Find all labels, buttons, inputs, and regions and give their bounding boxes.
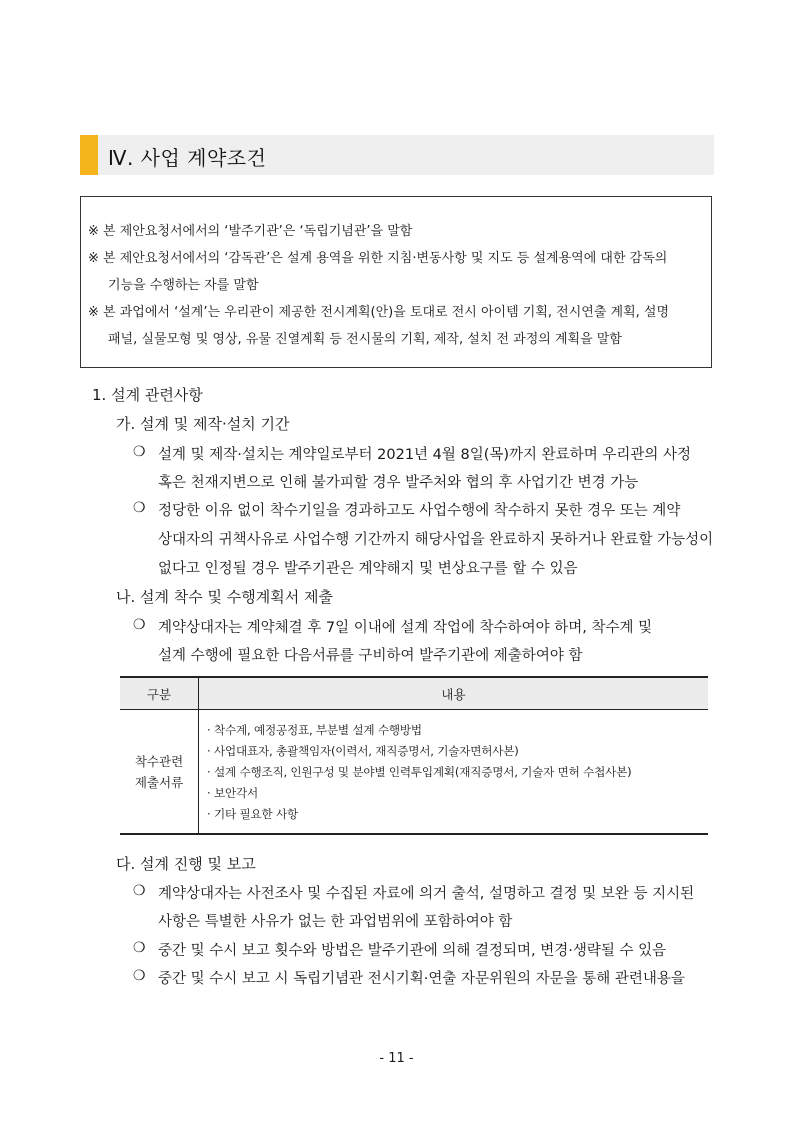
- bullet-circle-icon: ❍: [133, 940, 146, 956]
- bullet-text: 상대자의 귀책사유로 사업수행 기간까지 해당사업을 완료하지 못하거나 완료할 가능성이: [158, 532, 714, 548]
- list-item: · 설계 수행조직, 인원구성 및 분야별 인력투입계획(재직증명서, 기술자 면허 수첩사본): [207, 765, 632, 779]
- bullet-circle-icon: ❍: [133, 968, 146, 984]
- notice-line: ※ 본 과업에서 ‘설계’는 우리관이 제공한 전시계획(안)을 토대로 전시 아이템 기획, 전시연출 계획, 설명: [88, 305, 670, 320]
- bullet-text: 설계 및 제작·설치는 계약일로부터 2021년 4월 8일(목)까지 완료하며 우리관의 사정: [158, 447, 691, 463]
- subsection-b-title: 나. 설계 착수 및 수행계획서 제출: [116, 588, 333, 606]
- list-item: · 착수계, 예정공정표, 부분별 설계 수행방법: [207, 723, 422, 737]
- list-item: · 사업대표자, 총괄책임자(이력서, 재직증명서, 기술자면허사본): [207, 744, 519, 758]
- list-item: · 보안각서: [207, 786, 258, 800]
- submission-documents-table: [120, 676, 708, 835]
- bullet-circle-icon: ❍: [133, 883, 146, 899]
- section-heading-accent: [80, 135, 98, 175]
- bullet-circle-icon: ❍: [133, 500, 146, 516]
- table-category-cell: [120, 710, 199, 835]
- notice-line: 기능을 수행하는 자를 말함: [108, 278, 259, 293]
- notice-line: ※ 본 제안요청서에서의 ‘감독관’은 설계 용역을 위한 지침·변동사항 및 지도 등 설계용역에 대한 감독의: [88, 251, 668, 266]
- table-header-category: 구분: [120, 677, 199, 710]
- bullet-circle-icon: ❍: [133, 617, 146, 633]
- subsection-c-title: 다. 설계 진행 및 보고: [116, 855, 256, 873]
- bullet-text: 없다고 인정될 경우 발주기관은 계약해지 및 변상요구를 할 수 있음: [158, 561, 578, 577]
- page-number: - 11 -: [379, 1051, 414, 1066]
- bullet-text: 정당한 이유 없이 착수기일을 경과하고도 사업수행에 착수하지 못한 경우 또는 계약: [158, 503, 681, 519]
- list-item: · 기타 필요한 사항: [207, 807, 298, 821]
- table-row: [120, 710, 708, 835]
- section-title: Ⅳ. 사업 계약조건: [108, 146, 267, 170]
- table-items-cell: [199, 710, 709, 835]
- bullet-circle-icon: ❍: [133, 444, 146, 460]
- table-header-row: [120, 677, 708, 710]
- notice-line: 패널, 실물모형 및 영상, 유물 진열계획 등 전시물의 기획, 제작, 설치 전 과정의 계획을 말함: [108, 332, 622, 347]
- bullet-text: 혹은 천재지변으로 인해 불가피할 경우 발주처와 협의 후 사업기간 변경 가능: [158, 475, 639, 491]
- table-header-content: 내용: [199, 677, 709, 710]
- subsection-a-title: 가. 설계 및 제작·설치 기간: [116, 415, 290, 433]
- category-line: 제출서류: [134, 774, 184, 790]
- bullet-text: 중간 및 수시 보고 시 독립기념관 전시기획·연출 자문위원의 자문을 통해 관련내용을: [158, 971, 685, 987]
- bullet-text: 사항은 특별한 사유가 없는 한 과업범위에 포함하여야 함: [158, 914, 513, 930]
- bullet-text: 계약상대자는 계약체결 후 7일 이내에 설계 작업에 착수하여야 하며, 착수계 및: [158, 620, 653, 636]
- notice-line: ※ 본 제안요청서에서의 ‘발주기관’은 ‘독립기념관’을 말함: [88, 224, 413, 239]
- bullet-text: 설계 수행에 필요한 다음서류를 구비하여 발주기관에 제출하여야 함: [158, 648, 583, 664]
- section-1-title: 1. 설계 관련사항: [92, 386, 203, 404]
- bullet-text: 중간 및 수시 보고 횟수와 방법은 발주기관에 의해 결정되며, 변경·생략될 수 있음: [158, 943, 667, 959]
- bullet-text: 계약상대자는 사전조사 및 수집된 자료에 의거 출석, 설명하고 결정 및 보완 등 지시된: [158, 886, 695, 902]
- category-line: 착수관련: [134, 753, 184, 769]
